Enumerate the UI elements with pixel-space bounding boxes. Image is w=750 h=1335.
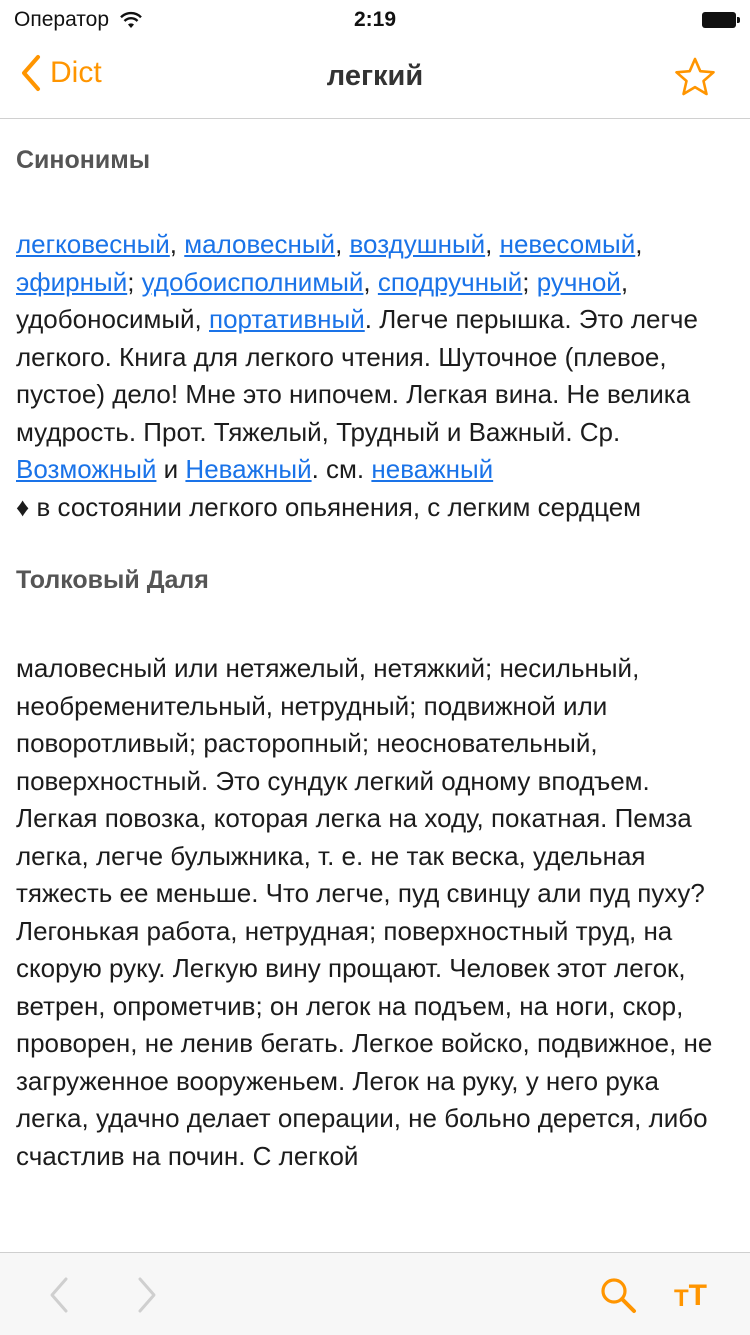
star-icon[interactable]: [674, 56, 716, 98]
separator: ,: [485, 229, 500, 259]
back-button-label: Dict: [50, 56, 102, 89]
separator: и: [156, 454, 186, 484]
synonym-link[interactable]: сподручный: [377, 266, 523, 297]
synonym-link[interactable]: удобоисполнимый: [141, 266, 364, 297]
battery-icon: [702, 12, 736, 28]
font-size-small-glyph: T: [674, 1285, 689, 1312]
bottom-toolbar: [0, 1252, 750, 1335]
synonyms-text: [16, 226, 738, 489]
font-size-big-glyph: T: [688, 1279, 707, 1312]
status-time: 2:19: [353, 8, 397, 31]
section-heading-synonyms: Синонимы: [16, 146, 151, 174]
plain-text: удобоносимый,: [16, 304, 209, 334]
separator: . см.: [311, 454, 372, 484]
separator: ,: [335, 229, 350, 259]
synonym-link[interactable]: Возможный: [16, 454, 157, 484]
search-icon[interactable]: [598, 1275, 638, 1315]
synonym-link[interactable]: Неважный: [185, 454, 312, 484]
synonym-link[interactable]: воздушный: [349, 229, 486, 259]
section-heading-dal: Толковый Даля: [16, 566, 209, 594]
article-content: [16, 118, 738, 1175]
font-size-icon[interactable]: [674, 1273, 714, 1313]
separator: ;: [127, 266, 142, 297]
synonym-link[interactable]: легковесный: [16, 229, 170, 259]
synonym-link[interactable]: невесомый: [499, 229, 636, 259]
separator: ;: [522, 266, 537, 297]
synonym-link[interactable]: эфирный: [16, 266, 128, 297]
dal-definition-text: маловесный или нетяжелый, нетяжкий; несильный, необременительный, нетрудный; подвижной или поворотливый; расторопный; неосновательный, поверхностный. Это сундук легкий одному вподъем. Легкая повозка, которая легка на ходу, покатная. Пемза легка, легче булыжника, т. е. не так веска, удельная тяжесть ее меньше. Что легче, пуд свинцу али пуд пуху? Легонькая работа, нетрудная; поверхностный труд, на скорую руку. Легкую вину прощают. Человек этот легок, ветрен, опрометчив; он легок на подъем, на ноги, скор, проворен, не ленив бегать. Легкое войско, подвижное, не загруженное вооруженьем. Легок на руку, у него рука легка, удачно делает операции, не больно дерется, либо счастлив на почин. С легкой: [16, 653, 713, 1171]
separator: ,: [363, 266, 378, 297]
plain-text: . Легче перышка. Это легче легкого. Книга для легкого чтения. Шуточное (плевое, пустое) дело! Мне это нипочем. Легкая вина. Не велика мудрость. Прот. Тяжелый, Трудный и Важный. Ср.: [16, 304, 698, 447]
arrow-right-icon[interactable]: [126, 1275, 166, 1315]
synonym-link[interactable]: портативный: [209, 304, 365, 334]
separator: ,: [620, 266, 629, 297]
synonym-link[interactable]: ручной: [536, 266, 621, 297]
navigation-bar: [0, 40, 750, 119]
separator: ,: [635, 229, 643, 259]
synonym-link[interactable]: неважный: [371, 454, 494, 484]
separator: ,: [169, 229, 185, 259]
synonym-link[interactable]: маловесный: [184, 229, 336, 259]
carrier-label: Оператор: [14, 8, 110, 31]
status-bar: [0, 0, 750, 40]
arrow-left-icon[interactable]: [40, 1275, 80, 1315]
phrase-bullet: ♦ в состоянии легкого опьянения, с легким сердцем: [16, 491, 642, 522]
page-title: легкий: [326, 60, 424, 92]
